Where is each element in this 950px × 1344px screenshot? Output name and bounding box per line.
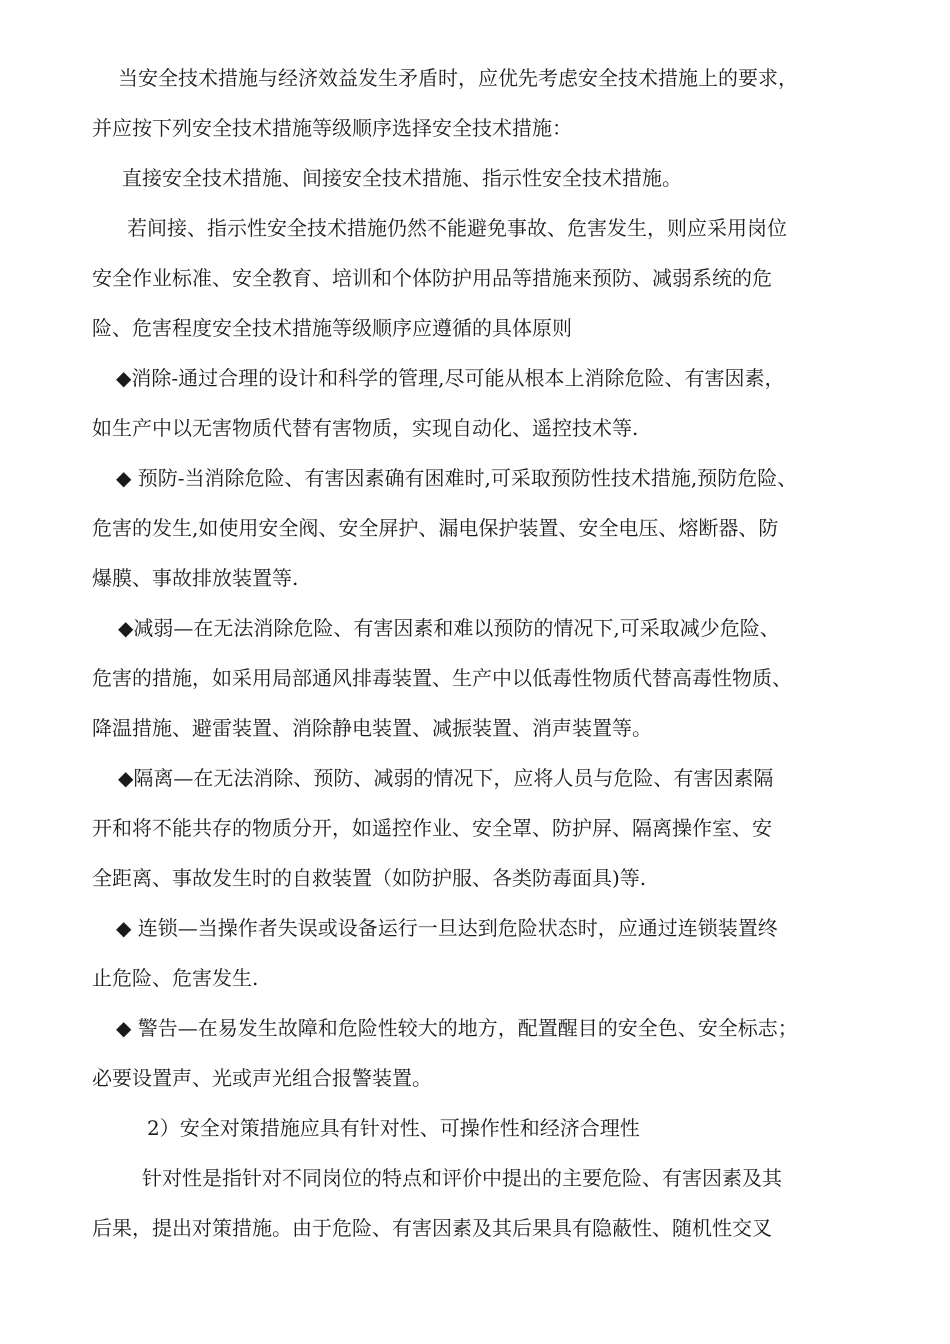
text-line: ◆减弱—在无法消除危险、有害因素和难以预防的情况下,可采取减少危险、: [118, 616, 780, 640]
text-line: ◆ 预防-当消除危险、有害因素确有困难时,可采取预防性技术措施,预防危险、: [116, 466, 798, 490]
text-line: ◆ 警告—在易发生故障和危险性较大的地方，配置醒目的安全色、安全标志；: [116, 1016, 798, 1040]
text-line: 全距离、事故发生时的自救装置（如防护服、各类防毒面具)等.: [92, 866, 647, 890]
text-line: 险、危害程度安全技术措施等级顺序应遵循的具体原则: [92, 316, 572, 340]
text-line: 并应按下列安全技术措施等级顺序选择安全技术措施：: [92, 116, 572, 140]
text-line: ◆消除-通过合理的设计和科学的管理,尽可能从根本上消除危险、有害因素，: [116, 366, 785, 390]
text-line: 直接安全技术措施、间接安全技术措施、指示性安全技术措施。: [122, 166, 682, 190]
text-line: 止危险、危害发生.: [92, 966, 259, 990]
text-line: 开和将不能共存的物质分开，如遥控作业、安全罩、防护屏、隔离操作室、安: [92, 816, 772, 840]
text-line: 安全作业标准、安全教育、培训和个体防护用品等措施来预防、减弱系统的危: [92, 266, 772, 290]
text-line: 危害的发生,如使用安全阀、安全屏护、漏电保护装置、安全电压、熔断器、防: [92, 516, 779, 540]
text-line: 危害的措施，如采用局部通风排毒装置、生产中以低毒性物质代替高毒性物质、: [92, 666, 792, 690]
text-line: 爆膜、事故排放装置等.: [92, 566, 299, 590]
text-line: 后果，提出对策措施。由于危险、有害因素及其后果具有隐蔽性、随机性交叉: [92, 1216, 772, 1240]
text-line: ◆隔离—在无法消除、预防、减弱的情况下，应将人员与危险、有害因素隔: [118, 766, 774, 790]
text-line: 如生产中以无害物质代替有害物质，实现自动化、遥控技术等.: [92, 416, 639, 440]
text-line: 针对性是指针对不同岗位的特点和评价中提出的主要危险、有害因素及其: [142, 1166, 782, 1190]
text-line: 降温措施、避雷装置、消除静电装置、减振装置、消声装置等。: [92, 716, 652, 740]
text-line: ◆ 连锁—当操作者失误或设备运行一旦达到危险状态时，应通过连锁装置终: [116, 916, 778, 940]
text-line: 必要设置声、光或声光组合报警装置。: [92, 1066, 432, 1090]
text-line: 若间接、指示性安全技术措施仍然不能避免事故、危害发生，则应采用岗位: [127, 216, 787, 240]
text-line: 当安全技术措施与经济效益发生矛盾时，应优先考虑安全技术措施上的要求，: [118, 66, 798, 90]
section-heading: 2）安全对策措施应具有针对性、可操作性和经济合理性: [147, 1116, 640, 1140]
